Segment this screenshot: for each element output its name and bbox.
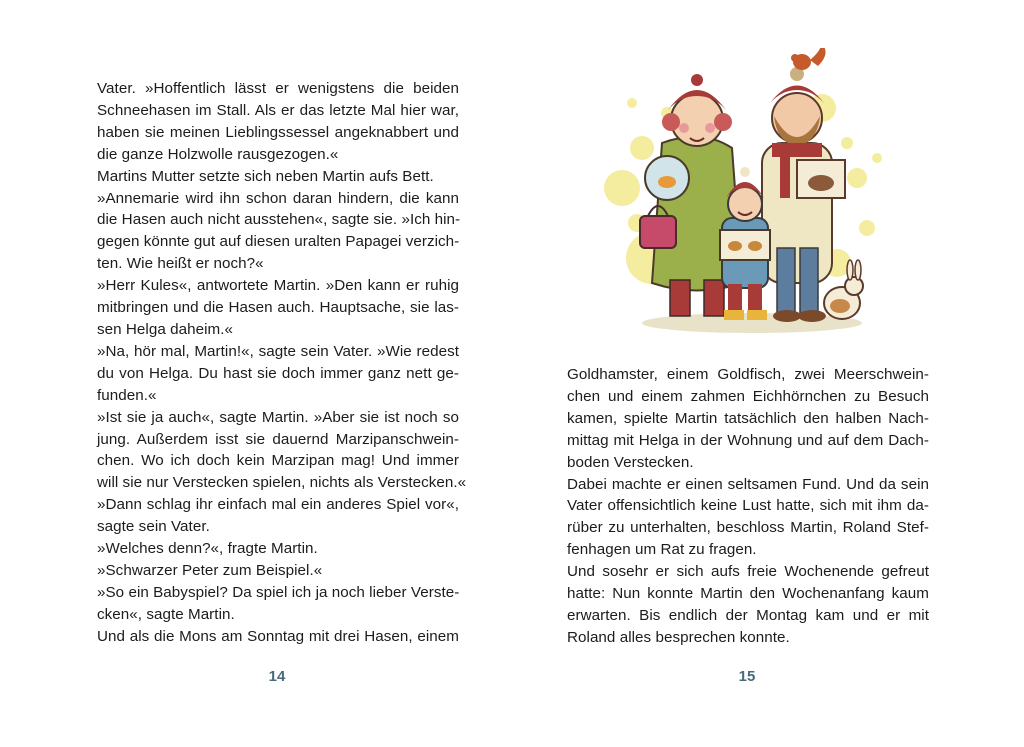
text-line: rüber zu unterhalten, beschloss Martin, Roland Stef- (567, 519, 929, 537)
guinea-pig-box (797, 160, 845, 198)
family-illustration (592, 48, 892, 343)
left-page-text (97, 78, 467, 648)
text-line: Martins Mutter setzte sich neben Martin aufs Bett. (97, 167, 434, 185)
text-line: erwarten. Bis endlich der Montag kam und er mit (567, 606, 929, 624)
text-line: Schneehasen im Stall. Als er das letzte Mal hier war, (97, 101, 459, 119)
right-page-text (567, 364, 929, 649)
text-line: cken«, sagte Martin. (97, 605, 235, 623)
text-line: Dabei machte er einen seltsamen Fund. Und da sein (567, 475, 929, 493)
text-line: Goldhamster, einem Goldfisch, zwei Meerschwein- (567, 366, 929, 383)
text-line: du von Helga. Du hast sie doch immer ganz nett ge- (97, 364, 459, 382)
text-line: »Annemarie wird ihn schon daran hindern, die kann (97, 189, 459, 207)
text-line: jung. Außerdem isst sie dauernd Marzipanschwein- (97, 430, 459, 448)
text-line: fenhagen um Rat zu fragen. (567, 541, 757, 559)
text-line: »Dann schlag ihr einfach mal ein anderes Spiel vor«, (97, 496, 459, 514)
text-line: sen Helga daheim.« (97, 320, 233, 338)
text-line: »Na, hör mal, Martin!«, sagte sein Vater. »Wie redest (97, 342, 459, 360)
text-line: haben sie meinen Lieblingssessel angeknabbert und (97, 123, 459, 141)
text-line: »So ein Babyspiel? Da spiel ich ja noch lieber Verste- (97, 583, 460, 601)
text-line: chen. Wo ich doch kein Marzipan mag! Und immer (97, 452, 459, 470)
text-line: Roland alles besprechen konnte. (567, 628, 790, 646)
text-line: »Welches denn?«, fragte Martin. (97, 540, 318, 558)
right-page (512, 0, 1024, 747)
text-line: die Hasen auch nicht ausstehen«, sagte sie. »Ich hin- (97, 211, 461, 229)
text-line: mittag mit Helga in der Wohnung und auf dem Dach- (567, 431, 929, 449)
text-line: will sie nur Verstecken spielen, nichts als Verstecken.« (97, 474, 467, 492)
page-number-left: 14 (268, 668, 286, 685)
text-line: hatte: Nun konnte Martin den Wochenanfang kaum (567, 585, 929, 603)
text-line: die ganze Holzwolle rausgezogen.« (97, 145, 339, 163)
text-line: sagte sein Vater. (97, 518, 210, 536)
text-line: Und als die Mons am Sonntag mit drei Hasen, einem (97, 627, 459, 645)
hamster-box (720, 230, 770, 260)
text-line: mitbringen und die Hasen auch. Hauptsache, sie las- (97, 299, 459, 317)
text-line: Und sosehr er sich aufs freie Wochenende gefreut (567, 563, 929, 581)
text-line: Vater. »Hoffentlich lässt er wenigstens die beiden (97, 80, 459, 97)
text-line: chen und einem zahmen Eichhörnchen zu Besuch (567, 387, 929, 405)
text-line: Vater offensichtlich keine Lust hatte, sich mit ihm da- (567, 497, 929, 515)
text-line: »Schwarzer Peter zum Beispiel.« (97, 561, 323, 579)
text-line: »Ist sie ja auch«, sagte Martin. »Aber sie ist noch so (97, 408, 459, 426)
text-line: boden Verstecken. (567, 453, 694, 471)
text-line: ten. Wie heißt er noch?« (97, 255, 264, 273)
fish-bowl (645, 156, 689, 200)
text-line: gegen könnte gut auf diesen uralten Papagei verzich- (97, 233, 460, 251)
text-line: kamen, spielte Martin tatsächlich den halben Nach- (567, 409, 929, 427)
squirrel (791, 48, 826, 70)
page-number-right: 15 (738, 668, 756, 685)
text-line: funden.« (97, 386, 157, 404)
text-line: »Herr Kules«, antwortete Martin. »Den kann er ruhig (97, 277, 459, 295)
